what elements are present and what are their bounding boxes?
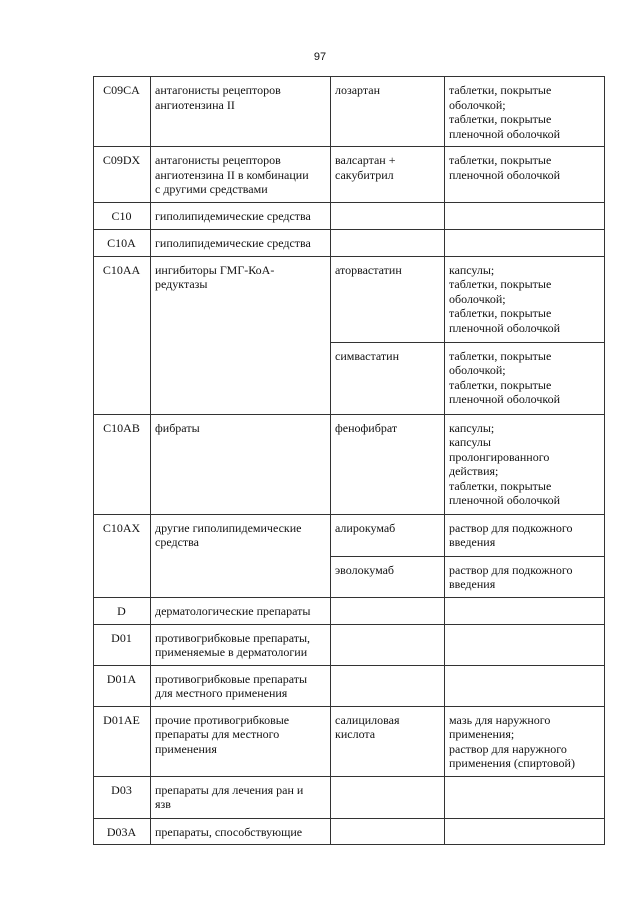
dosage-form: таблетки, покрытые оболочкой; таблетки, покрытые пленочной оболочкой <box>445 77 605 147</box>
group-name: гиполипидемические средства <box>151 229 331 256</box>
drug-name <box>331 597 445 624</box>
atc-code: C10A <box>94 229 151 256</box>
dosage-form: таблетки, покрытые оболочкой; таблетки, покрытые пленочной оболочкой <box>445 342 605 414</box>
atc-code: C10AB <box>94 414 151 514</box>
drug-name <box>331 229 445 256</box>
group-name: противогрибковые препараты для местного применения <box>151 665 331 706</box>
table-row <box>94 147 605 203</box>
dosage-form: капсулы; таблетки, покрытые оболочкой; таблетки, покрытые пленочной оболочкой <box>445 256 605 342</box>
dosage-form <box>445 202 605 229</box>
group-name: прочие противогрибковые препараты для местного применения <box>151 706 331 776</box>
dosage-form <box>445 229 605 256</box>
atc-code: C10 <box>94 202 151 229</box>
group-name: фибраты <box>151 414 331 514</box>
atc-code: D <box>94 597 151 624</box>
dosage-form <box>445 597 605 624</box>
drug-name <box>331 776 445 818</box>
drug-name <box>331 202 445 229</box>
drug-name <box>331 818 445 845</box>
drug-name: симвастатин <box>331 342 445 414</box>
atc-code: C09DX <box>94 147 151 203</box>
dosage-form: раствор для подкожного введения <box>445 556 605 597</box>
drug-name: фенофибрат <box>331 414 445 514</box>
drug-name: алирокумаб <box>331 514 445 556</box>
dosage-form <box>445 624 605 665</box>
drug-name: валсартан + сакубитрил <box>331 147 445 203</box>
table-row <box>94 77 605 147</box>
atc-code: D01A <box>94 665 151 706</box>
table-row <box>94 256 605 342</box>
drug-name: эволокумаб <box>331 556 445 597</box>
dosage-form: мазь для наружного применения; раствор для наружного применения (спиртовой) <box>445 706 605 776</box>
table-row <box>94 818 605 845</box>
table-row <box>94 229 605 256</box>
drug-table <box>93 76 605 845</box>
table-row <box>94 706 605 776</box>
atc-code: C10AX <box>94 514 151 597</box>
dosage-form <box>445 665 605 706</box>
group-name: гиполипидемические средства <box>151 202 331 229</box>
group-name: противогрибковые препараты, применяемые в дерматологии <box>151 624 331 665</box>
table-row <box>94 597 605 624</box>
group-name: дерматологические препараты <box>151 597 331 624</box>
atc-code: C09CA <box>94 77 151 147</box>
table-row <box>94 624 605 665</box>
page-number: 97 <box>313 51 327 63</box>
group-name: антагонисты рецепторов ангиотензина II <box>151 77 331 147</box>
atc-code: D03A <box>94 818 151 845</box>
table-row <box>94 514 605 556</box>
drug-name <box>331 624 445 665</box>
group-name: препараты, способствующие <box>151 818 331 845</box>
atc-code: C10AA <box>94 256 151 414</box>
group-name: препараты для лечения ран и язв <box>151 776 331 818</box>
group-name: ингибиторы ГМГ-КоА- редуктазы <box>151 256 331 414</box>
drug-name: аторвастатин <box>331 256 445 342</box>
table-row <box>94 202 605 229</box>
dosage-form <box>445 818 605 845</box>
group-name: антагонисты рецепторов ангиотензина II в комбинации с другими средствами <box>151 147 331 203</box>
drug-name: лозартан <box>331 77 445 147</box>
atc-code: D01 <box>94 624 151 665</box>
group-name: другие гиполипидемические средства <box>151 514 331 597</box>
atc-code: D01AE <box>94 706 151 776</box>
drug-name: салициловая кислота <box>331 706 445 776</box>
drug-name <box>331 665 445 706</box>
dosage-form <box>445 776 605 818</box>
table-row <box>94 665 605 706</box>
dosage-form: раствор для подкожного введения <box>445 514 605 556</box>
table-row <box>94 776 605 818</box>
dosage-form: таблетки, покрытые пленочной оболочкой <box>445 147 605 203</box>
atc-code: D03 <box>94 776 151 818</box>
dosage-form: капсулы; капсулы пролонгированного действия; таблетки, покрытые пленочной оболочкой <box>445 414 605 514</box>
table-row <box>94 414 605 514</box>
